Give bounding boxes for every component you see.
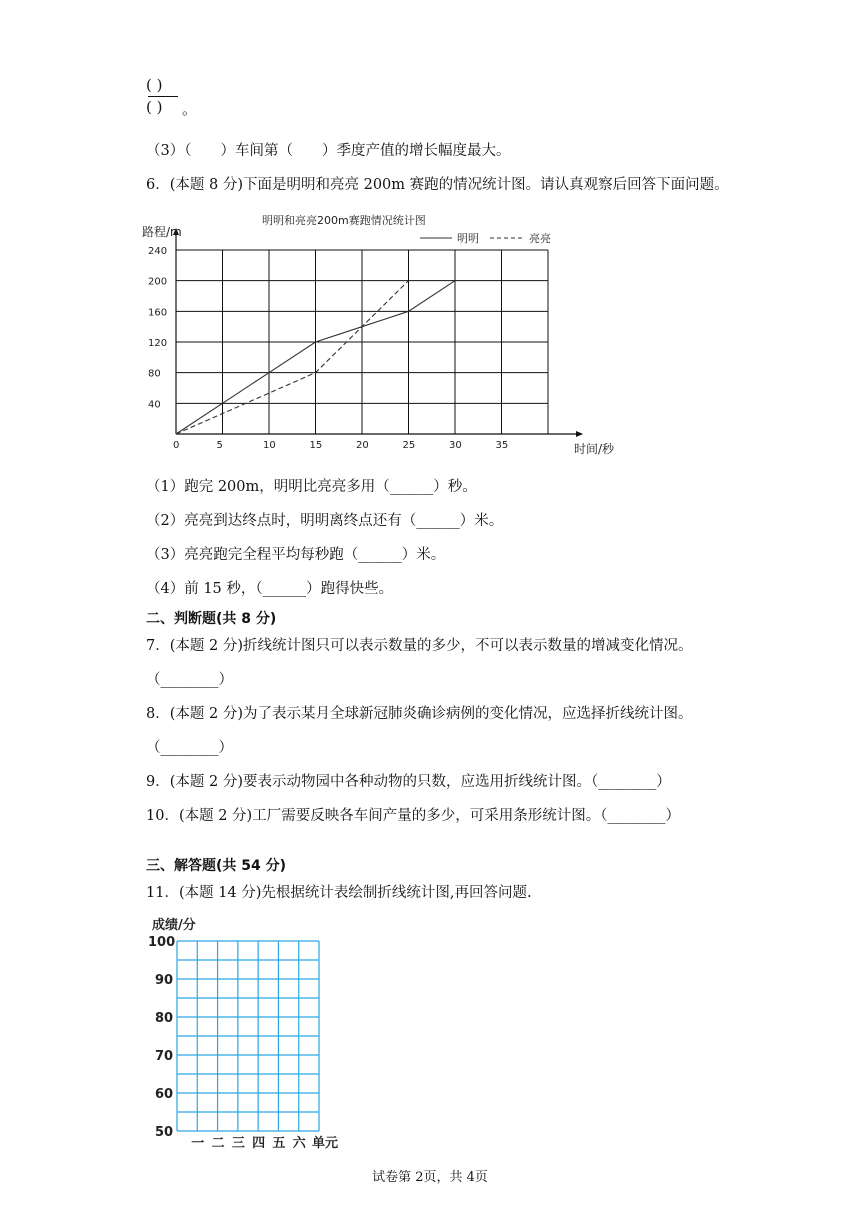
y-tick-label: 160 <box>148 307 168 319</box>
x-tick-label: 五 <box>272 1136 286 1151</box>
y-tick-label: 70 <box>155 1049 174 1064</box>
race-chart-grid <box>173 228 583 437</box>
score-grid-chart <box>140 910 360 1155</box>
section3-title: 三、解答题(共 54 分) <box>146 858 287 874</box>
y-tick-label: 40 <box>148 399 161 411</box>
fraction-suffix: 。 <box>182 100 198 118</box>
q6-sub3: （3）亮亮跑完全程平均每秒跑（______）米。 <box>146 547 446 563</box>
score-chart-y-label: 成绩/分 <box>152 918 196 933</box>
section2-title: 二、判断题(共 8 分) <box>146 611 277 627</box>
y-tick-label: 90 <box>155 973 174 988</box>
score-chart-y-ticks <box>148 935 175 1140</box>
x-tick-label: 35 <box>495 440 509 451</box>
x-tick-label: 二 <box>211 1136 225 1151</box>
x-tick-label: 四 <box>252 1136 266 1151</box>
y-tick-label: 120 <box>148 338 168 349</box>
race-chart-x-ticks <box>173 440 508 451</box>
race-line-chart <box>140 205 640 465</box>
y-tick-label: 80 <box>155 1011 174 1026</box>
fraction-bar <box>148 96 178 97</box>
x-tick-label: 25 <box>402 440 416 451</box>
q5-sub3: （3）（ ）车间第（ ）季度产值的增长幅度最大。 <box>146 143 511 159</box>
legend-entry-liangliang: 亮亮 <box>529 232 551 245</box>
race-chart-y-ticks <box>148 246 167 410</box>
fraction-blank <box>146 76 206 120</box>
x-axis-arrow <box>576 431 583 437</box>
x-tick-label: 30 <box>449 440 462 451</box>
score-chart-x-label: 单元 <box>312 1136 339 1151</box>
q6-sub2: （2）亮亮到达终点时，明明离终点还有（______）米。 <box>146 513 504 529</box>
y-tick-label: 80 <box>148 368 161 380</box>
x-tick-label: 15 <box>309 440 323 451</box>
race-chart-y-label: 路程/m <box>142 225 182 239</box>
q8-blank: （________） <box>146 740 233 756</box>
page-footer: 试卷第 2页，共 4页 <box>372 1170 488 1185</box>
fraction-denominator: ( ) <box>146 98 163 116</box>
legend-entry-mingming: 明明 <box>457 232 479 245</box>
q6-sub4: （4）前 15 秒，（______）跑得快些。 <box>146 581 394 597</box>
x-tick-label: 10 <box>263 440 276 451</box>
q7-blank: （________） <box>146 672 233 688</box>
y-tick-label: 100 <box>148 935 176 950</box>
q9-text: 9．(本题 2 分)要表示动物园中各种动物的只数，应选用折线统计图。（________） <box>146 774 671 790</box>
x-tick-label: 0 <box>173 440 180 451</box>
race-chart-title: 明明和亮亮200m赛跑情况统计图 <box>262 214 426 227</box>
score-chart-grid <box>177 941 319 1131</box>
race-chart-x-label: 时间/秒 <box>574 442 615 456</box>
race-chart-legend <box>420 232 551 245</box>
q6-stem: 6．(本题 8 分)下面是明明和亮亮 200m 赛跑的情况统计图。请认真观察后回答下面问题。 <box>146 177 729 193</box>
x-tick-label: 六 <box>292 1136 306 1151</box>
x-tick-label: 20 <box>356 440 369 451</box>
x-tick-label: 三 <box>231 1136 245 1151</box>
q8-text: 8．(本题 2 分)为了表示某月全球新冠肺炎确诊病例的变化情况，应选择折线统计图。 <box>146 706 693 722</box>
x-tick-label: 一 <box>191 1136 205 1151</box>
q11-text: 11．(本题 14 分)先根据统计表绘制折线统计图,再回答问题. <box>146 885 532 901</box>
y-tick-label: 200 <box>148 276 168 288</box>
fraction-numerator: ( ) <box>146 76 163 94</box>
score-chart-x-ticks <box>191 1135 306 1151</box>
q6-sub1: （1）跑完 200m，明明比亮亮多用（______）秒。 <box>146 479 477 495</box>
x-tick-label: 5 <box>216 440 223 451</box>
q10-text: 10．(本题 2 分)工厂需要反映各车间产量的多少，可采用条形统计图。（________） <box>146 808 680 824</box>
y-tick-label: 60 <box>155 1087 174 1102</box>
y-tick-label: 50 <box>155 1125 174 1140</box>
y-tick-label: 240 <box>148 246 168 257</box>
q7-text: 7．(本题 2 分)折线统计图只可以表示数量的多少，不可以表示数量的增减变化情况。 <box>146 638 693 654</box>
